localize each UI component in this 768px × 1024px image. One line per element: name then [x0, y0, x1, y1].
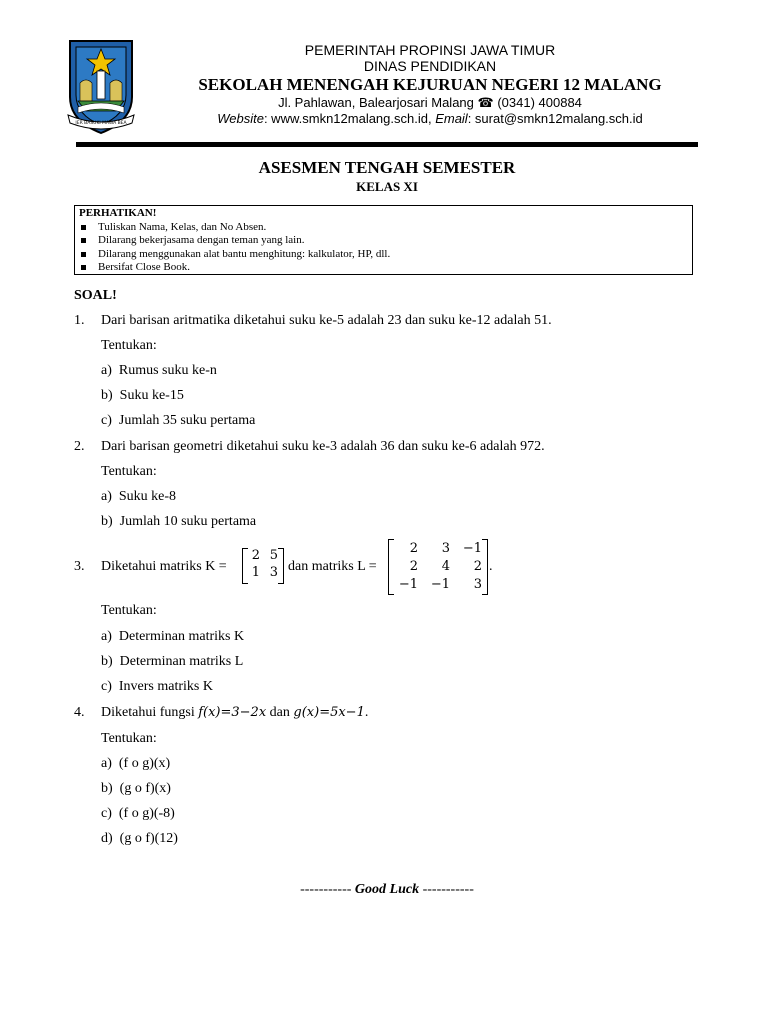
matrix-l-cell: 3	[473, 577, 482, 592]
matrix-k-cell: 5	[269, 548, 278, 563]
exam-title: ASESMEN TENGAH SEMESTER	[258, 158, 516, 177]
question-3-text-end: .	[489, 559, 493, 574]
phone-number: (0341) 400884	[497, 95, 582, 110]
question-4-number: 4.	[74, 705, 85, 720]
question-1-item-b: b) Suku ke-15	[101, 388, 184, 403]
notice-list	[79, 221, 688, 275]
letterhead-divider	[76, 142, 698, 147]
east-java-crest-logo	[66, 37, 136, 135]
question-1-prompt: Tentukan:	[101, 338, 157, 353]
footer-dashes-left: -----------	[300, 882, 355, 897]
question-4-prompt: Tentukan:	[101, 731, 157, 746]
notice-item: Dilarang menggunakan alat bantu menghitung: kalkulator, HP, dll.	[79, 248, 688, 262]
question-1-text: Dari barisan aritmatika diketahui suku ke-5 adalah 23 dan suku ke-12 adalah 51.	[101, 313, 552, 328]
question-4-item-d: d) (g o f)(12)	[101, 831, 178, 846]
question-3-text-mid: dan matriks L =	[288, 559, 377, 574]
function-f-expression: f(x)=3−2x	[198, 705, 267, 720]
matrix-l	[388, 539, 488, 595]
question-3-item-a: a) Determinan matriks K	[101, 629, 245, 644]
website-label: Website	[217, 111, 264, 126]
logo-ribbon-text: JER BASUKI MAWA BEA	[75, 121, 127, 126]
footer-text: Good Luck	[354, 882, 420, 897]
function-g-expression: g(x)=5x−1	[293, 705, 365, 720]
question-4-text-end: .	[364, 705, 369, 720]
question-1-number: 1.	[74, 313, 85, 328]
email-label: Email	[435, 111, 468, 126]
letterhead	[160, 42, 700, 127]
question-3-prompt: Tentukan:	[101, 603, 157, 618]
notice-item: Bersifat Close Book.	[79, 261, 688, 275]
notice-item: Dilarang bekerjasama dengan teman yang lain.	[79, 234, 688, 248]
matrix-l-cell: 3	[441, 541, 450, 556]
question-3-item-b: b) Determinan matriks L	[101, 654, 244, 669]
question-3-text-pre: Diketahui matriks K =	[101, 559, 227, 574]
government-line: PEMERINTAH PROPINSI JAWA TIMUR	[304, 42, 556, 58]
question-4-item-b: b) (g o f)(x)	[101, 781, 171, 796]
question-4-item-a: a) (f o g)(x)	[101, 756, 171, 771]
question-3-number: 3.	[74, 559, 85, 574]
matrix-l-cell: −1	[462, 541, 482, 556]
matrix-l-cell: −1	[430, 577, 450, 592]
phone-icon: ☎	[477, 95, 494, 110]
matrix-l-cell: 2	[473, 559, 482, 574]
question-2-number: 2.	[74, 439, 85, 454]
matrix-l-cell: −1	[398, 577, 418, 592]
matrix-l-cell: 2	[409, 541, 418, 556]
question-2-item-a: a) Suku ke-8	[101, 489, 177, 504]
school-name: SEKOLAH MENENGAH KEJURUAN NEGERI 12 MALANG	[198, 75, 662, 94]
website-text: : www.smkn12malang.sch.id,	[263, 111, 436, 126]
contact-line	[160, 111, 700, 127]
matrix-bracket-right	[482, 539, 488, 595]
question-2-item-b: b) Jumlah 10 suku pertama	[101, 514, 257, 529]
question-1-item-c: c) Jumlah 35 suku pertama	[101, 413, 256, 428]
notice-box	[74, 205, 693, 275]
notice-heading: PERHATIKAN!	[79, 207, 157, 219]
question-4-text	[101, 705, 368, 721]
matrix-bracket-right	[278, 548, 284, 584]
good-luck-footer	[76, 882, 698, 898]
question-2-prompt: Tentukan:	[101, 464, 157, 479]
questions-heading: SOAL!	[74, 288, 117, 303]
matrix-k-cells	[248, 548, 278, 581]
footer-dashes-right: -----------	[419, 882, 474, 897]
class-title: KELAS XI	[356, 179, 418, 194]
matrix-l-cell: 2	[409, 559, 418, 574]
question-1-item-a: a) Rumus suku ke-n	[101, 363, 217, 378]
matrix-l-cells	[394, 540, 482, 594]
notice-item: Tuliskan Nama, Kelas, dan No Absen.	[79, 221, 688, 235]
question-3-item-c: c) Invers matriks K	[101, 679, 213, 694]
question-4-text-mid: dan	[269, 705, 290, 720]
question-4-text-pre: Diketahui fungsi	[101, 705, 195, 720]
matrix-l-cell: 4	[441, 559, 450, 574]
question-4-item-c: c) (f o g)(-8)	[101, 806, 175, 821]
email-text: : surat@smkn12malang.sch.id	[467, 111, 643, 126]
matrix-k-cell: 1	[251, 565, 260, 580]
address-text: Jl. Pahlawan, Balearjosari Malang	[278, 95, 474, 110]
matrix-k	[242, 548, 284, 584]
matrix-k-cell: 2	[251, 548, 260, 563]
department-line: DINAS PENDIDIKAN	[363, 58, 497, 74]
address-line	[160, 95, 700, 111]
matrix-k-cell: 3	[269, 565, 278, 580]
question-2-text: Dari barisan geometri diketahui suku ke-3 adalah 36 dan suku ke-6 adalah 972.	[101, 439, 545, 454]
